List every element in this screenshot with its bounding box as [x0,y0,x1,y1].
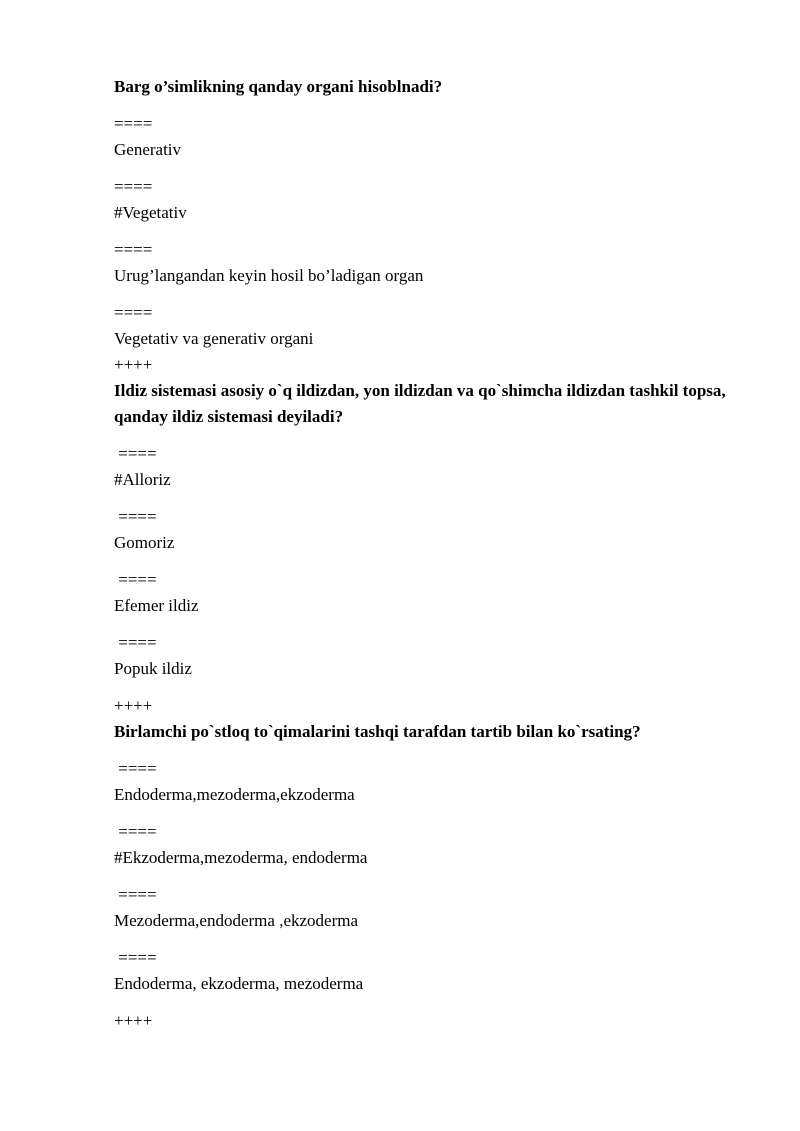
answer-line: Endoderma,mezoderma,ekzoderma [114,785,355,804]
separator-line: ==== [114,507,157,526]
document-content [114,74,764,1034]
separator-line: ==== [114,177,153,196]
question-line: Birlamchi po`stloq to`qimalarini tashqi tarafdan tartib bilan ko`rsating? [114,722,641,741]
answer-line: #Alloriz [114,470,171,489]
separator-line: ==== [114,114,153,133]
question-line: Ildiz sistemasi asosiy o`q ildizdan, yon ildizdan va qo`shimcha ildizdan tashkil topsa, qanday ildiz sistemasi deyiladi? [114,381,730,426]
answer-line: Generativ [114,140,182,159]
separator-line: ==== [114,885,157,904]
separator-line: ==== [114,948,157,967]
separator-line: ==== [114,240,153,259]
answer-line: Urug’langandan keyin hosil bo’ladigan organ [114,266,424,285]
separator-line: ==== [114,633,157,652]
separator-line: ==== [114,444,157,463]
answer-line: Mezoderma,endoderma ,ekzoderma [114,911,359,930]
divider-line: ++++ [114,696,153,715]
answer-line: Endoderma, ekzoderma, mezoderma [114,974,364,993]
divider-line: ++++ [114,1011,153,1030]
answer-line: Efemer ildiz [114,596,199,615]
question-line: Barg o’simlikning qanday organi hisoblnadi? [114,77,443,96]
answer-line: #Vegetativ [114,203,187,222]
separator-line: ==== [114,822,157,841]
separator-line: ==== [114,759,157,778]
divider-line: ++++ [114,355,153,374]
answer-line: Gomoriz [114,533,175,552]
answer-line: Vegetativ va generativ organi [114,329,314,348]
answer-line: Popuk ildiz [114,659,192,678]
separator-line: ==== [114,303,153,322]
separator-line: ==== [114,570,157,589]
answer-line: #Ekzoderma,mezoderma, endoderma [114,848,368,867]
